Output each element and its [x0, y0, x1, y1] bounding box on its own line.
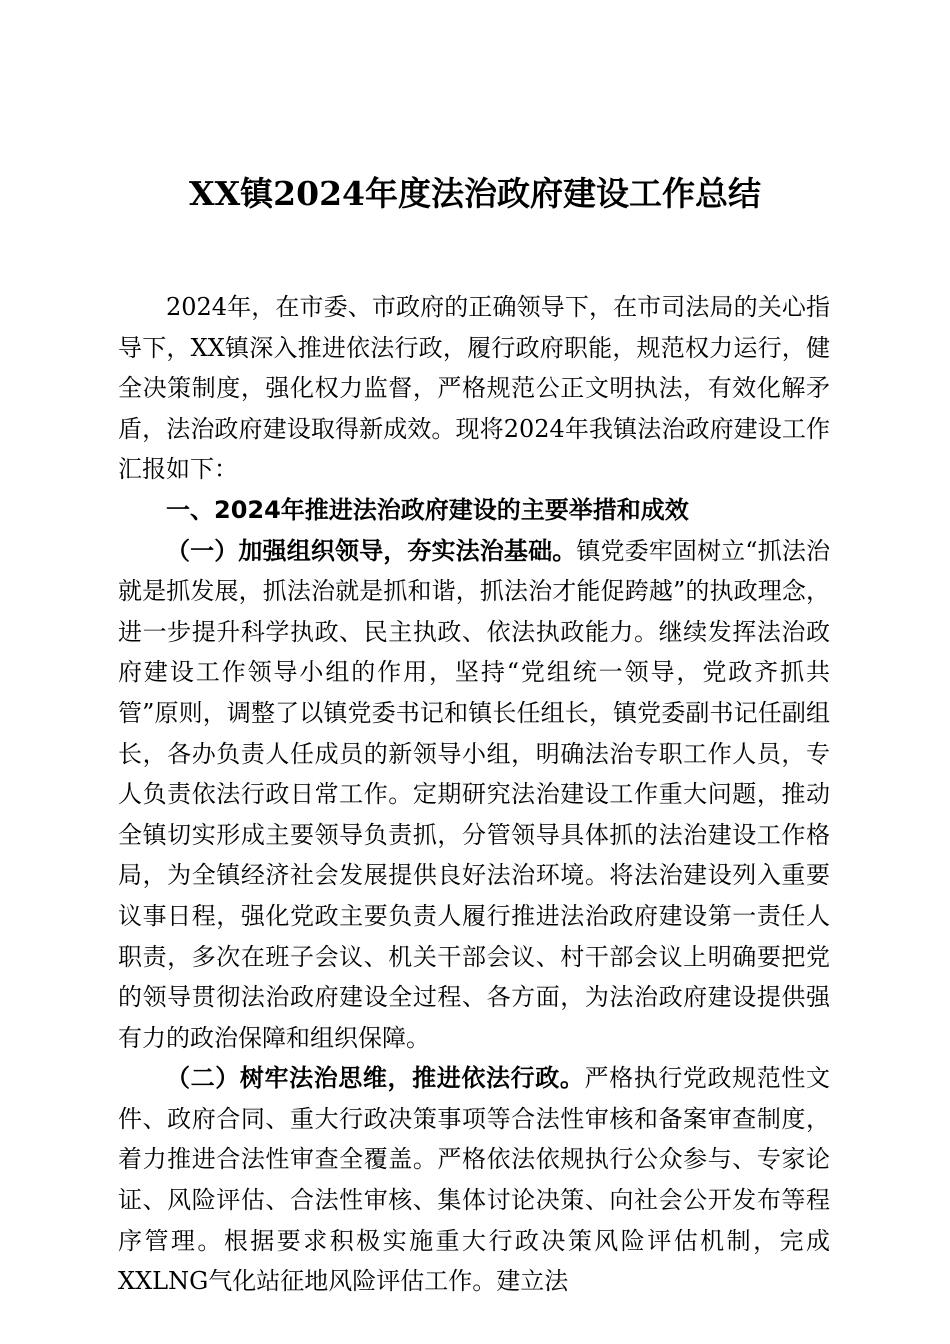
subsection-2-lead: （二）树牢法治思维，推进依法行政。: [166, 1063, 585, 1093]
subsection-1-lead: （一）加强组织领导，夯实法治基础。: [166, 535, 577, 565]
subsection-1-paragraph: [118, 531, 830, 1059]
section-heading: 一、2024年推进法治政府建设的主要举措和成效: [166, 495, 689, 524]
intro-paragraph: 2024年，在市委、市政府的正确领导下，在市司法局的关心指导下，XX镇深入推进依法行政，履行政府职能，规范权力运行，健全决策制度，强化权力监督，严格规范公正文明执法，有效化解矛盾，法治政府建设取得新成效。现将2024年我镇法治政府建设工作汇报如下：: [118, 293, 830, 484]
subsection-1-text: 镇党委牢固树立“抓法治就是抓发展，抓法治就是抓和谐，抓法治才能促跨越”的执政理念，进一步提升科学执政、民主执政、依法执政能力。继续发挥法治政府建设工作领导小组的作用，坚持“党组统一领导，党政齐抓共管”原则，调整了以镇党委书记和镇长任组长，镇党委副书记任副组长，各办负责人任成员的新领导小组，明确法治专职工作人员，专人负责依法行政日常工作。定期研究法治建设工作重大问题，推动全镇切实形成主要领导负责抓，分管领导具体抓的法治建设工作格局，为全镇经济社会发展提供良好法治环境。将法治建设列入重要议事日程，强化党政主要负责人履行推进法治政府建设第一责任人职责，多次在班子会议、机关干部会议、村干部会议上明确要把党的领导贯彻法治政府建设全过程、各方面，为法治政府建设提供强有力的政治保障和组织保障。: [118, 536, 830, 1052]
document-title: XX镇2024年度法治政府建设工作总结: [188, 174, 762, 213]
subsection-2-text: 严格执行党政规范性文件、政府合同、重大行政决策事项等合法性审核和备案审查制度，着力推进合法性审查全覆盖。严格依法依规执行公众参与、专家论证、风险评估、合法性审核、集体讨论决策、向社会公开发布等程序管理。根据要求积极实施重大行政决策风险评估机制，完成XXLNG气化站征地风险评估工作。建立法: [118, 1064, 831, 1296]
document-body: [118, 287, 830, 1302]
subsection-2-paragraph: [118, 1058, 830, 1302]
